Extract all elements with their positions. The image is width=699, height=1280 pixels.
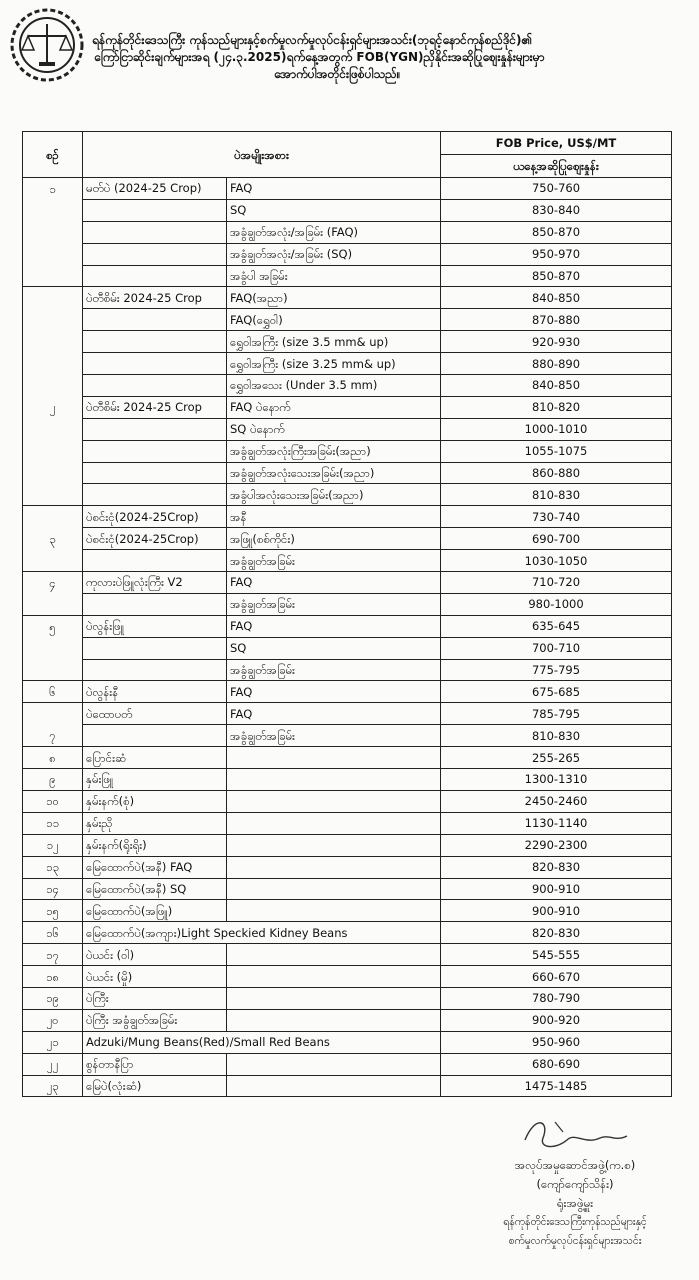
row-number: [23, 199, 83, 221]
item-name: ပဲယင်း (မှို): [83, 966, 227, 988]
item-price: 810-830: [441, 484, 672, 506]
item-grade: အဖြူ(စစ်ကိုင်း): [227, 528, 441, 550]
item-name: မြေထောက်ပဲ(အကျား)Light Speckied Kidney Beans: [83, 922, 441, 944]
item-price: 775-795: [441, 659, 672, 681]
table-row: [23, 834, 672, 856]
header-line-3: အောက်ပါအတိုင်းဖြစ်ပါသည်။: [274, 67, 401, 81]
item-grade: အခွံပါ အခြမ်း: [227, 265, 441, 287]
item-name: [83, 331, 227, 353]
item-grade: [227, 1053, 441, 1075]
item-price: 950-960: [441, 1031, 672, 1053]
item-price: 255-265: [441, 747, 672, 769]
item-price: 1130-1140: [441, 812, 672, 834]
item-price: 820-830: [441, 922, 672, 944]
table-row: [23, 615, 672, 637]
item-grade: အခွံချွတ်အလုံး/အခြမ်း (FAQ): [227, 221, 441, 243]
item-price: 900-910: [441, 900, 672, 922]
row-number: ၁၄: [23, 878, 83, 900]
signer-name: (ကျော်ကျော်သိန်း): [536, 1177, 614, 1191]
item-price: 730-740: [441, 506, 672, 528]
table-row: [23, 287, 672, 309]
item-price: 900-910: [441, 878, 672, 900]
header-line-1: ရန်ကုန်တိုင်းဒေသကြီး ကုန်သည်များနှင့်စက်မှုလက်မှုလုပ်ငန်းရှင်များအသင်း(ဘုရင့်နောင်ကုန်စည်ဒိုင်)၏: [92, 33, 533, 47]
item-grade: အခွံချွတ်အခြမ်း: [227, 659, 441, 681]
row-number: [23, 462, 83, 484]
table-row: [23, 856, 672, 878]
item-name: [83, 418, 227, 440]
price-table: [22, 131, 672, 1097]
item-name: ပဲစင်းငုံ(2024-25Crop): [83, 528, 227, 550]
item-price: 920-930: [441, 331, 672, 353]
item-grade: အခွံချွတ်အခြမ်း: [227, 593, 441, 615]
item-name: [83, 375, 227, 397]
row-number: [23, 637, 83, 659]
item-grade: FAQ ပဲနောက်: [227, 396, 441, 418]
item-name: မြေထောက်ပဲ(အဖြူ): [83, 900, 227, 922]
column-header-number: စဉ်: [23, 132, 83, 178]
item-grade: [227, 1009, 441, 1031]
table-row: [23, 221, 672, 243]
item-price: 1030-1050: [441, 550, 672, 572]
item-name: [83, 659, 227, 681]
item-name: ပဲကြီး အခွံချွတ်အခြမ်း: [83, 1009, 227, 1031]
row-number: [23, 593, 83, 615]
table-row: [23, 900, 672, 922]
row-number: ၁၆: [23, 922, 83, 944]
table-row: [23, 331, 672, 353]
item-name: ပဲတီစိမ်း 2024-25 Crop: [83, 396, 227, 418]
item-name: ပဲစင်းငုံ(2024-25Crop): [83, 506, 227, 528]
item-grade: အခွံပါအလုံးသေးအခြမ်း(အညာ): [227, 484, 441, 506]
item-price: 780-790: [441, 987, 672, 1009]
item-price: 840-850: [441, 375, 672, 397]
item-name: ပဲယင်း (ဝါ): [83, 944, 227, 966]
table-row: [23, 506, 672, 528]
signer-position: ရုံးအဖွဲ့မှူး: [556, 1196, 594, 1210]
item-grade: [227, 856, 441, 878]
item-price: 2290-2300: [441, 834, 672, 856]
item-grade: FAQ: [227, 572, 441, 594]
item-price: 880-890: [441, 353, 672, 375]
table-row: [23, 243, 672, 265]
column-header-price-sub: ယနေ့အဆိုပြုဈေးနှုန်း: [441, 155, 672, 178]
item-grade: [227, 1075, 441, 1097]
item-grade: SQ: [227, 637, 441, 659]
item-grade: အနီ: [227, 506, 441, 528]
table-row: [23, 418, 672, 440]
table-row: [23, 769, 672, 791]
row-number: [23, 659, 83, 681]
item-price: 2450-2460: [441, 790, 672, 812]
table-row: [23, 659, 672, 681]
item-price: 840-850: [441, 287, 672, 309]
item-name: မတ်ပဲ (2024-25 Crop): [83, 178, 227, 200]
table-row: [23, 462, 672, 484]
item-name: ပဲလွန်းနီ: [83, 681, 227, 703]
table-row: [23, 1053, 672, 1075]
row-number: ၂၃: [23, 1075, 83, 1097]
table-row: [23, 178, 672, 200]
table-row: [23, 987, 672, 1009]
table-row: [23, 572, 672, 594]
table-row: [23, 878, 672, 900]
document-header: [92, 32, 692, 83]
item-grade: အခွံချွတ်အခြမ်း: [227, 725, 441, 747]
item-price: 1000-1010: [441, 418, 672, 440]
table-row: [23, 528, 672, 550]
row-number: ၁၈: [23, 966, 83, 988]
item-price: 850-870: [441, 221, 672, 243]
item-name: စွန်တာနီပြာ: [83, 1053, 227, 1075]
item-price: 950-970: [441, 243, 672, 265]
item-name: [83, 243, 227, 265]
table-row: [23, 484, 672, 506]
table-row: [23, 199, 672, 221]
table-row: [23, 309, 672, 331]
item-grade: FAQ: [227, 615, 441, 637]
header-line-2: ကြော်ငြာဆိုင်းချက်များအရ (၂၄.၃.2025)ရက်နေ့အတွက် FOB(YGN)ညှိနိုင်းအဆိုပြုဈေးနှုန်းများမှာ: [94, 50, 545, 64]
table-row: [23, 1075, 672, 1097]
item-price: 710-720: [441, 572, 672, 594]
row-number: ၇: [23, 725, 83, 747]
table-row: [23, 550, 672, 572]
item-grade: FAQ: [227, 703, 441, 725]
signer-title: အလုပ်အမှုဆောင်အဖွဲ့(က.စ): [514, 1158, 636, 1172]
item-price: 980-1000: [441, 593, 672, 615]
item-grade: [227, 790, 441, 812]
item-name: ပဲတီစိမ်း 2024-25 Crop: [83, 287, 227, 309]
row-number: [23, 375, 83, 397]
item-price: 635-645: [441, 615, 672, 637]
item-grade: [227, 987, 441, 1009]
table-row: [23, 922, 672, 944]
item-price: 750-760: [441, 178, 672, 200]
row-number: ၁၅: [23, 900, 83, 922]
item-price: 675-685: [441, 681, 672, 703]
item-price: 700-710: [441, 637, 672, 659]
table-row: [23, 1009, 672, 1031]
table-row: [23, 966, 672, 988]
item-grade: [227, 900, 441, 922]
item-name: ပဲကြီး: [83, 987, 227, 1009]
table-row: [23, 353, 672, 375]
item-name: [83, 462, 227, 484]
organization-line-1: ရန်ကုန်တိုင်းဒေသကြီးကုန်သည်များနှင့်: [503, 1216, 647, 1228]
signature: [515, 1110, 635, 1160]
table-row: [23, 440, 672, 462]
item-price: 810-820: [441, 396, 672, 418]
item-price: 900-920: [441, 1009, 672, 1031]
item-grade: FAQ(ရွှေဝါ): [227, 309, 441, 331]
row-number: [23, 331, 83, 353]
item-name: နှမ်းညို: [83, 812, 227, 834]
table-row: [23, 637, 672, 659]
row-number: [23, 221, 83, 243]
item-name: [83, 593, 227, 615]
organization-line-2: စက်မှုလက်မှုလုပ်ငန်းရှင်များအသင်း: [508, 1235, 642, 1247]
item-name: နှမ်းနက်(ရိုးရိုး): [83, 834, 227, 856]
item-name: Adzuki/Mung Beans(Red)/Small Red Beans: [83, 1031, 441, 1053]
row-number: [23, 243, 83, 265]
table-row: [23, 593, 672, 615]
item-name: [83, 637, 227, 659]
item-price: 660-670: [441, 966, 672, 988]
table-row: [23, 1031, 672, 1053]
row-number: ၈: [23, 747, 83, 769]
item-grade: SQ ပဲနောက်: [227, 418, 441, 440]
row-number: ၉: [23, 769, 83, 791]
item-name: မြေပဲ(လုံးဆံ): [83, 1075, 227, 1097]
item-name: ကုလားပဲဖြူလုံးကြီး V2: [83, 572, 227, 594]
item-grade: ရွှေဝါအကြီး (size 3.5 mm& up): [227, 331, 441, 353]
row-number: ၄: [23, 572, 83, 594]
row-number: ၅: [23, 615, 83, 637]
item-grade: အခွံချွတ်အလုံး/အခြမ်း (SQ): [227, 243, 441, 265]
item-grade: အခွံချွတ်အလုံးသေးအခြမ်း(အညာ): [227, 462, 441, 484]
table-row: [23, 747, 672, 769]
row-number: ၁၁: [23, 812, 83, 834]
item-name: [83, 484, 227, 506]
price-table-body: [23, 178, 672, 1097]
item-price: 1300-1310: [441, 769, 672, 791]
column-header-price: FOB Price, US$/MT: [441, 132, 672, 155]
item-price: 860-880: [441, 462, 672, 484]
item-name: [83, 199, 227, 221]
item-grade: [227, 944, 441, 966]
item-name: [83, 309, 227, 331]
item-grade: ရွှေဝါအသေး (Under 3.5 mm): [227, 375, 441, 397]
item-grade: ရွှေဝါအကြီး (size 3.25 mm& up): [227, 353, 441, 375]
table-row: [23, 944, 672, 966]
row-number: [23, 287, 83, 309]
item-name: [83, 550, 227, 572]
item-name: ပဲထောပတ်: [83, 703, 227, 725]
row-number: [23, 484, 83, 506]
row-number: [23, 418, 83, 440]
item-price: 820-830: [441, 856, 672, 878]
item-name: နှမ်းဖြူ: [83, 769, 227, 791]
item-name: မြေထောက်ပဲ(အနီ) FAQ: [83, 856, 227, 878]
row-number: [23, 703, 83, 725]
row-number: ၁: [23, 178, 83, 200]
item-price: 870-880: [441, 309, 672, 331]
row-number: ၁၉: [23, 987, 83, 1009]
row-number: ၂၂: [23, 1053, 83, 1075]
row-number: [23, 440, 83, 462]
item-grade: FAQ: [227, 178, 441, 200]
row-number: [23, 265, 83, 287]
row-number: ၂၀: [23, 1009, 83, 1031]
row-number: [23, 506, 83, 528]
item-grade: အခွံချွတ်အခြမ်း: [227, 550, 441, 572]
item-price: 850-870: [441, 265, 672, 287]
row-number: ၁၃: [23, 856, 83, 878]
item-grade: FAQ(အညာ): [227, 287, 441, 309]
item-name: နှမ်းနက်(စုံ): [83, 790, 227, 812]
association-seal-logo: [8, 6, 86, 84]
row-number: ၁၀: [23, 790, 83, 812]
row-number: ၁၂: [23, 834, 83, 856]
table-row: [23, 790, 672, 812]
table-row: [23, 703, 672, 725]
row-number: ၂: [23, 396, 83, 418]
row-number: [23, 309, 83, 331]
item-price: 785-795: [441, 703, 672, 725]
item-price: 1055-1075: [441, 440, 672, 462]
row-number: [23, 550, 83, 572]
item-grade: [227, 769, 441, 791]
item-price: 830-840: [441, 199, 672, 221]
item-price: 545-555: [441, 944, 672, 966]
item-grade: [227, 834, 441, 856]
row-number: ၂၁: [23, 1031, 83, 1053]
row-number: ၃: [23, 528, 83, 550]
item-name: [83, 725, 227, 747]
table-row: [23, 265, 672, 287]
table-row: [23, 396, 672, 418]
item-grade: အခွံချွတ်အလုံးကြီးအခြမ်း(အညာ): [227, 440, 441, 462]
item-price: 810-830: [441, 725, 672, 747]
item-name: ပြောင်းဆံ: [83, 747, 227, 769]
row-number: [23, 353, 83, 375]
item-price: 1475-1485: [441, 1075, 672, 1097]
table-row: [23, 725, 672, 747]
table-row: [23, 375, 672, 397]
item-grade: [227, 966, 441, 988]
item-grade: [227, 812, 441, 834]
item-grade: SQ: [227, 199, 441, 221]
row-number: ၆: [23, 681, 83, 703]
table-row: [23, 681, 672, 703]
row-number: ၁၇: [23, 944, 83, 966]
item-grade: [227, 878, 441, 900]
item-name: [83, 440, 227, 462]
item-grade: FAQ: [227, 681, 441, 703]
item-price: 680-690: [441, 1053, 672, 1075]
item-name: မြေထောက်ပဲ(အနီ) SQ: [83, 878, 227, 900]
table-row: [23, 812, 672, 834]
item-name: [83, 353, 227, 375]
item-name: ပဲလွန်းဖြူ: [83, 615, 227, 637]
item-name: [83, 221, 227, 243]
column-header-item: ပဲအမျိုးအစား: [83, 132, 441, 178]
signature-block: [455, 1156, 695, 1251]
item-grade: [227, 747, 441, 769]
item-name: [83, 265, 227, 287]
item-price: 690-700: [441, 528, 672, 550]
